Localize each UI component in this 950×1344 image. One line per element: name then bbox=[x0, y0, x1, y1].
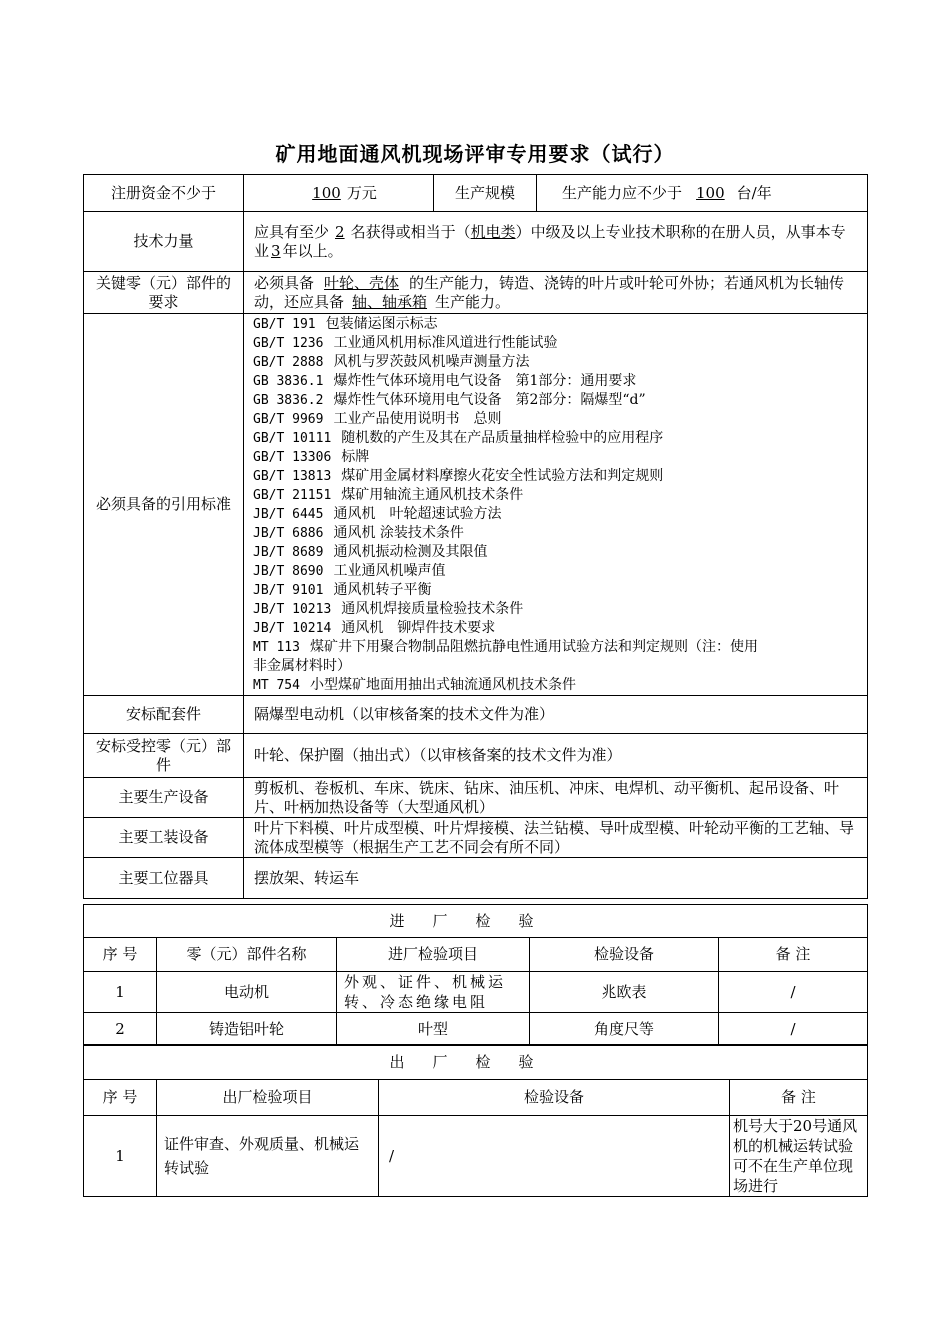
standard-code: MT 113 bbox=[253, 639, 300, 655]
standard-name: 包装储运图示标志 bbox=[325, 315, 438, 332]
standard-item bbox=[253, 334, 860, 353]
standard-name: 通风机振动检测及其限值 bbox=[333, 543, 488, 560]
standard-code: GB/T 21151 bbox=[253, 487, 332, 503]
standard-name: 非金属材料时） bbox=[253, 657, 351, 674]
standard-item bbox=[253, 315, 860, 334]
row-station-fixtures: 主要工位器具 摆放架、转运车 bbox=[84, 858, 868, 899]
standard-code: JB/T 8689 bbox=[253, 544, 324, 560]
standard-code: JB/T 6886 bbox=[253, 525, 324, 541]
standard-item bbox=[253, 391, 860, 410]
standard-item bbox=[253, 429, 860, 448]
outgoing-inspection-table bbox=[83, 1044, 868, 1197]
standard-name: 工业通风机噪声值 bbox=[333, 562, 446, 579]
incoming-inspection-table bbox=[83, 904, 868, 1046]
standards-row bbox=[84, 314, 868, 696]
standard-item bbox=[253, 600, 860, 619]
standard-code: GB/T 13813 bbox=[253, 468, 332, 484]
incoming-col-headers: 序 号 零（元）部件名称 进厂检验项目 检验设备 备 注 bbox=[84, 938, 868, 972]
tech-label: 技术力量 bbox=[84, 212, 244, 272]
standard-item bbox=[253, 448, 860, 467]
outgoing-header: 出厂检验 bbox=[84, 1045, 868, 1080]
page-title: 矿用地面通风机现场评审专用要求（试行） bbox=[275, 142, 675, 166]
incoming-header: 进厂检验 bbox=[84, 905, 868, 938]
standard-item bbox=[253, 486, 860, 505]
standard-name: 随机数的产生及其在产品质量抽样检验中的应用程序 bbox=[341, 429, 664, 446]
standard-item bbox=[253, 638, 860, 657]
scale-label: 生产规模 bbox=[434, 175, 537, 212]
table-row: 2 铸造铝叶轮 叶型 角度尺等 / bbox=[84, 1013, 868, 1046]
standard-name: 通风机焊接质量检验技术条件 bbox=[341, 600, 524, 617]
standard-code: GB 3836.2 bbox=[253, 392, 324, 408]
standard-item bbox=[253, 372, 860, 391]
standard-code: JB/T 6445 bbox=[253, 506, 324, 522]
standard-name: 煤矿井下用聚合物制品阻燃抗静电性通用试验方法和判定规则（注：使用 bbox=[309, 638, 758, 655]
key-parts-value: 必须具备 叶轮、壳体 的生产能力，铸造、浇铸的叶片或叶轮可外协；若通风机为长轴传动，还应具备 轴、轴承箱 生产能力。 bbox=[244, 272, 868, 314]
capital-row bbox=[84, 175, 868, 212]
standard-name: 爆炸性气体环境用电气设备 第1部分：通用要求 bbox=[333, 372, 637, 389]
standard-name: 工业通风机用标准风道进行性能试验 bbox=[333, 334, 558, 351]
standard-code: GB/T 191 bbox=[253, 316, 316, 332]
row-controlled-parts: 安标受控零（元）部件 叶轮、保护圈（抽出式）（以审核备案的技术文件为准） bbox=[84, 734, 868, 778]
standard-code: JB/T 9101 bbox=[253, 582, 324, 598]
standard-name: 煤矿用金属材料摩擦火花安全性试验方法和判定规则 bbox=[341, 467, 664, 484]
tech-row bbox=[84, 212, 868, 272]
standard-name: 通风机 涂装技术条件 bbox=[333, 524, 464, 541]
standard-item bbox=[253, 410, 860, 429]
row-tooling-equipment: 主要工装设备 叶片下料模、叶片成型模、叶片焊接模、法兰钻模、导叶成型模、叶轮动平衡的工艺轴、导流体成型模等（根据生产工艺不同会有所不同） bbox=[84, 818, 868, 858]
standard-code: GB/T 10111 bbox=[253, 430, 332, 446]
standard-name: 风机与罗茨鼓风机噪声测量方法 bbox=[333, 353, 530, 370]
table-row: 1 证件审查、外观质量、机械运转试验 / 机号大于20号通风机的机械运转试验可不在生产单位现场进行 bbox=[84, 1116, 868, 1197]
capital-unit: 万元 bbox=[346, 183, 377, 202]
standard-code: GB/T 1236 bbox=[253, 335, 324, 351]
standard-name: 小型煤矿地面用抽出式轴流通风机技术条件 bbox=[309, 676, 576, 693]
capital-amount: 100 bbox=[312, 183, 341, 202]
standard-item bbox=[253, 505, 860, 524]
standard-name: 通风机转子平衡 bbox=[333, 581, 432, 598]
standard-item bbox=[253, 524, 860, 543]
standard-code: JB/T 8690 bbox=[253, 563, 324, 579]
row-ex-kit: 安标配套件 隔爆型电动机（以审核备案的技术文件为准） bbox=[84, 696, 868, 734]
standard-name: 爆炸性气体环境用电气设备 第2部分：隔爆型“d” bbox=[333, 391, 646, 408]
standard-item bbox=[253, 619, 860, 638]
table-row: 1 电动机 外观、证件、机械运转、冷态绝缘电阻 兆欧表 / bbox=[84, 972, 868, 1013]
standard-item bbox=[253, 676, 860, 695]
standards-label: 必须具备的引用标准 bbox=[84, 314, 244, 696]
standard-code: GB/T 2888 bbox=[253, 354, 324, 370]
requirements-table bbox=[83, 174, 868, 899]
standard-code: GB 3836.1 bbox=[253, 373, 324, 389]
standard-name: 工业产品使用说明书 总则 bbox=[333, 410, 502, 427]
standard-item bbox=[253, 543, 860, 562]
standard-code: JB/T 10213 bbox=[253, 601, 332, 617]
capital-label: 注册资金不少于 bbox=[84, 175, 244, 212]
capacity-number: 100 bbox=[696, 183, 725, 202]
standard-item bbox=[253, 467, 860, 486]
capacity-value: 生产能力应不少于 100 台/年 bbox=[537, 175, 868, 212]
standard-item bbox=[253, 657, 860, 676]
standard-code: GB/T 13306 bbox=[253, 449, 332, 465]
key-parts-label: 关键零（元）部件的要求 bbox=[84, 272, 244, 314]
standard-name: 煤矿用轴流主通风机技术条件 bbox=[341, 486, 524, 503]
key-parts-row bbox=[84, 272, 868, 314]
standard-name: 通风机 叶轮超速试验方法 bbox=[333, 505, 502, 522]
standard-name: 通风机 铆焊件技术要求 bbox=[341, 619, 496, 636]
capital-value bbox=[244, 175, 434, 212]
row-production-equipment: 主要生产设备 剪板机、卷板机、车床、铣床、钻床、油压机、冲床、电焊机、动平衡机、起吊设备、叶片、叶柄加热设备等（大型通风机） bbox=[84, 778, 868, 818]
standard-name: 标牌 bbox=[341, 448, 370, 465]
standard-item bbox=[253, 562, 860, 581]
tech-value: 应具有至少 2 名获得或相当于（机电类）中级及以上专业技术职称的在册人员，从事本专业 3 年以上。 bbox=[244, 212, 868, 272]
standard-item bbox=[253, 581, 860, 600]
standard-code: JB/T 10214 bbox=[253, 620, 332, 636]
standard-code: MT 754 bbox=[253, 677, 300, 693]
standard-code: GB/T 9969 bbox=[253, 411, 324, 427]
standards-list bbox=[244, 314, 868, 696]
outgoing-col-headers: 序 号 出厂检验项目 检验设备 备 注 bbox=[84, 1080, 868, 1116]
standard-item bbox=[253, 353, 860, 372]
